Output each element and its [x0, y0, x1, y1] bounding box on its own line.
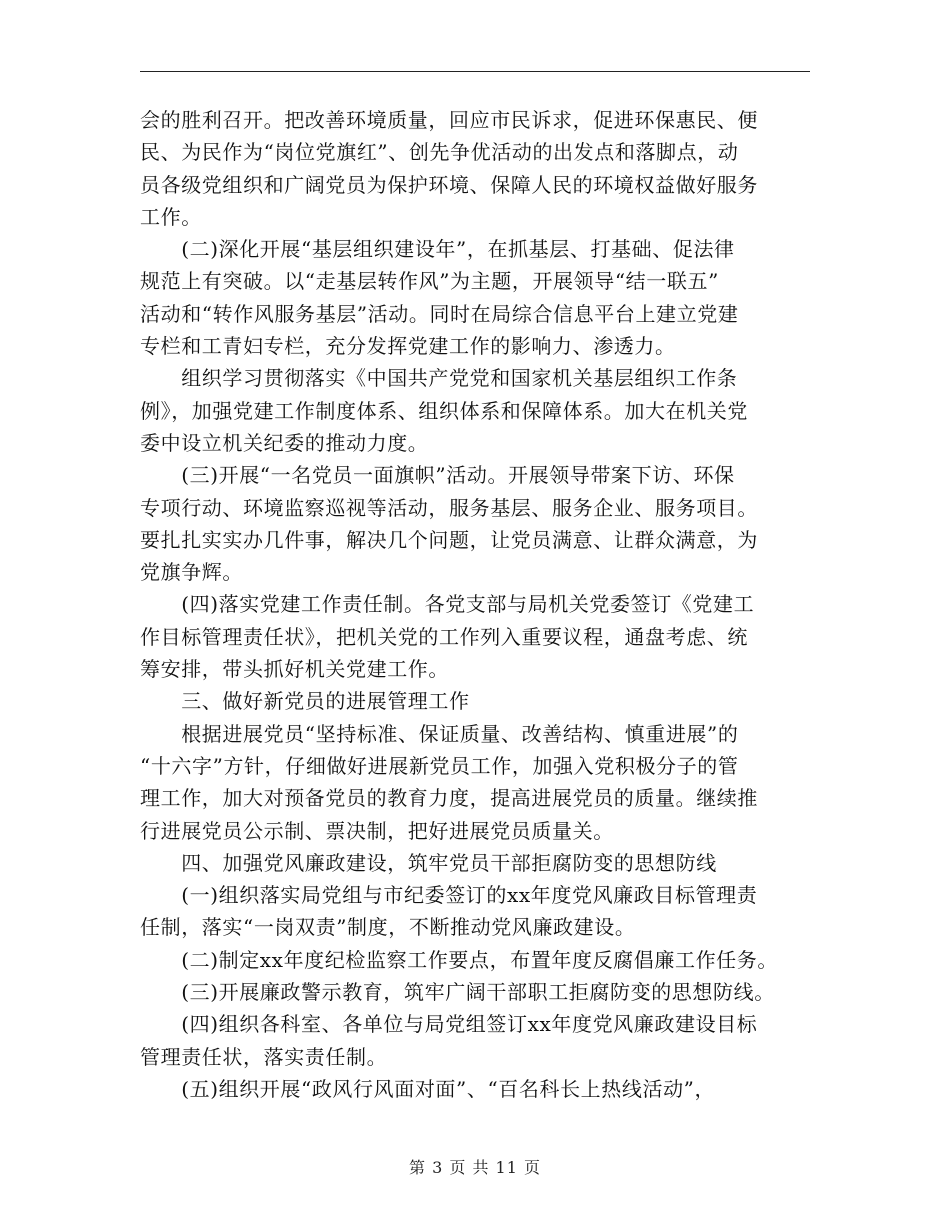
text-line: 根据进展党员“坚持标准、保证质量、改善结构、慎重进展”的	[140, 721, 739, 746]
text-line: 筹安排，带头抓好机关党建工作。	[140, 657, 449, 682]
text-line: (四)落实党建工作责任制。各党支部与局机关党委签订《党建工	[140, 592, 755, 617]
text-line: 例》，加强党建工作制度体系、组织体系和保障体系。加大在机关党	[140, 398, 748, 423]
text-line: 任制，落实“一岗双责”制度，不断推动党风廉政建设。	[140, 915, 636, 940]
text-line: 民、为民作为“岗位党旗红”、创先争优活动的出发点和落脚点，动	[140, 140, 739, 165]
text-line: 专项行动、环境监察巡视等活动，服务基层、服务企业、服务项目。	[140, 495, 758, 520]
text-line: 作目标管理责任状》，把机关党的工作列入重要议程，通盘考虑、统	[140, 624, 748, 649]
document-body	[140, 104, 810, 1105]
section-heading: 三、做好新党员的进展管理工作	[140, 689, 470, 714]
text-line: (三)开展“一名党员一面旗帜”活动。开展领导带案下访、环保	[140, 463, 735, 488]
page-number-footer: 第 3 页 共 11 页	[409, 1158, 541, 1177]
text-line: 委中设立机关纪委的推动力度。	[140, 430, 429, 455]
text-line: 管理责任状，落实责任制。	[140, 1044, 388, 1069]
text-line: 组织学习贯彻落实《中国共产党党和国家机关基层组织工作条	[140, 366, 738, 391]
text-line: (二)深化开展“基层组织建设年”，在抓基层、打基础、促法律	[140, 237, 735, 262]
text-line: (四)组织各科室、各单位与局党组签订xx年度党风廉政建设目标	[140, 1012, 758, 1037]
text-line: 行进展党员公示制、票决制，把好进展党员质量关。	[140, 818, 614, 843]
section-heading: 四、加强党风廉政建设，筑牢党员干部拒腐防变的思想防线	[140, 850, 717, 875]
text-line: 员各级党组织和广阔党员为保护环境、保障人民的环境权益做好服务	[140, 172, 758, 197]
text-line: 活动和“转作风服务基层”活动。同时在局综合信息平台上建立党建	[140, 301, 739, 326]
text-line: (一)组织落实局党组与市纪委签订的xx年度党风廉政目标管理责	[140, 883, 758, 908]
text-line: 会的胜利召开。把改善环境质量，回应市民诉求，促进环保惠民、便	[140, 108, 758, 132]
text-line: (二)制定xx年度纪检监察工作要点，布置年度反腐倡廉工作任务。	[140, 947, 778, 972]
text-line: 专栏和工青妇专栏，充分发挥党建工作的影响力、渗透力。	[140, 334, 676, 359]
text-line: 要扎扎实实办几件事，解决几个问题，让党员满意、让群众满意，为	[140, 527, 758, 552]
text-line: 理工作，加大对预备党员的教育力度，提高进展党员的质量。继续推	[140, 786, 758, 811]
text-line: 工作。	[140, 204, 202, 229]
header-rule	[140, 71, 810, 72]
text-line: “十六字”方针，仔细做好进展新党员工作，加强入党积极分子的管	[140, 753, 739, 778]
text-line: (三)开展廉政警示教育，筑牢广阔干部职工拒腐防变的思想防线。	[140, 980, 775, 1005]
text-line: 规范上有突破。以“走基层转作风”为主题，开展领导“结一联五”	[140, 269, 719, 294]
text-line: (五)组织开展“政风行风面对面”、“百名科长上热线活动”，	[140, 1076, 716, 1101]
text-line: 党旗争辉。	[140, 560, 243, 585]
